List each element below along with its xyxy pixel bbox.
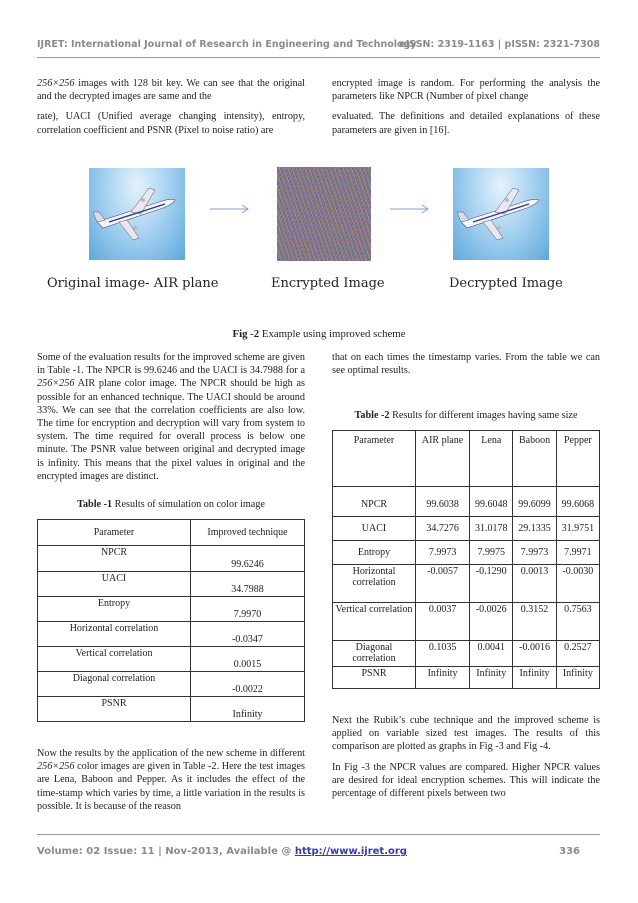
encrypted-image <box>277 167 371 261</box>
table-cell: Infinity <box>513 667 556 689</box>
table-cell: NPCR <box>333 487 416 517</box>
table-cell: 7.9973 <box>513 541 556 565</box>
dimension-text: 256×256 <box>37 761 75 773</box>
table-cell: 29.1335 <box>513 517 556 541</box>
table-cell: NPCR <box>38 546 191 572</box>
table-cell: 99.6068 <box>556 487 599 517</box>
table-row <box>38 697 305 722</box>
table-cell: UACI <box>333 517 416 541</box>
table-cell: -0.0057 <box>416 565 470 603</box>
table-cell: -0.0022 <box>191 672 305 697</box>
table-cell: PSNR <box>38 697 191 722</box>
table-cell: 99.6038 <box>416 487 470 517</box>
table1-label: Table -1 <box>77 499 113 510</box>
table-cell: 0.0041 <box>470 641 513 667</box>
table-cell: Entropy <box>333 541 416 565</box>
table-cell: Horizontal correlation <box>38 622 191 647</box>
table-cell: Entropy <box>38 597 191 622</box>
header-rule <box>37 57 600 58</box>
journal-title: IJRET: International Journal of Research in Engineering and Technology <box>37 39 417 50</box>
airplane-icon <box>453 168 549 260</box>
table-cell: 34.7988 <box>191 572 305 597</box>
original-image <box>89 168 185 260</box>
table-row <box>38 622 305 647</box>
dimension-text: 256×256 <box>37 378 75 390</box>
right-column-text-2 <box>332 714 600 807</box>
page-number: 336 <box>559 846 580 857</box>
table-cell: Infinity <box>470 667 513 689</box>
issn-text: eISSN: 2319-1163 | pISSN: 2321-7308 <box>399 39 600 50</box>
table-cell: PSNR <box>333 667 416 689</box>
table2-caption-text: Results for different images having same size <box>389 410 578 421</box>
right-column-text <box>332 351 600 384</box>
table-header: Parameter <box>38 520 191 546</box>
table-cell: Horizontal correlation <box>333 565 416 603</box>
table1-caption-text: Results of simulation on color image <box>112 499 265 510</box>
table-cell: 31.9751 <box>556 517 599 541</box>
footer-rule <box>37 834 600 835</box>
running-footer <box>37 846 600 857</box>
left-column-text <box>37 351 305 490</box>
table-cell: 99.6048 <box>470 487 513 517</box>
paragraph-text: that on each times the timestamp varies. From the table we can see optimal results. <box>332 352 600 377</box>
table-row <box>38 572 305 597</box>
table-cell: 99.6246 <box>191 546 305 572</box>
table-cell: Vertical correlation <box>333 603 416 641</box>
table2-label: Table -2 <box>354 410 390 421</box>
table-cell: -0.0030 <box>556 565 599 603</box>
table-cell: Diagonal correlation <box>38 672 191 697</box>
table-cell: 0.0037 <box>416 603 470 641</box>
arrow-right-icon <box>389 204 431 214</box>
table-cell: 34.7276 <box>416 517 470 541</box>
top-right-text <box>332 77 600 144</box>
table-cell: 7.9971 <box>556 541 599 565</box>
table-cell: 7.9975 <box>470 541 513 565</box>
table-row <box>333 565 600 603</box>
table-cell: Infinity <box>191 697 305 722</box>
table-cell: 0.0015 <box>191 647 305 672</box>
figure-label: Fig -2 <box>232 328 260 340</box>
table-cell: 0.3152 <box>513 603 556 641</box>
footer-text: Volume: 02 Issue: 11 | Nov-2013, Available @ <box>37 846 295 857</box>
table2-caption <box>332 410 600 421</box>
table-row <box>333 641 600 667</box>
table-cell: UACI <box>38 572 191 597</box>
table-cell: Infinity <box>556 667 599 689</box>
table-row <box>333 487 600 517</box>
table-header: Baboon <box>513 431 556 487</box>
table-cell: Vertical correlation <box>38 647 191 672</box>
paragraph-text: color images are given in Table -2. Here the test images are Lena, Baboon and Pepper. As it includes the effect of the time-stamp which varies by time, a little variation in the results is possible. It is because of the reason <box>37 761 305 812</box>
table-row <box>38 597 305 622</box>
decrypted-image <box>453 168 549 260</box>
figure-caption-text: Example using improved scheme <box>259 328 406 340</box>
table-cell: -0.0026 <box>470 603 513 641</box>
table-cell: -0.1290 <box>470 565 513 603</box>
top-left-text <box>37 77 305 144</box>
table-row <box>333 603 600 641</box>
table-cell: 0.2527 <box>556 641 599 667</box>
paragraph-text: rate), UACI (Unified average changing intensity), entropy, correlation coefficient and PSNR (Pixel to noise ratio) are <box>37 111 305 136</box>
table-cell: 99.6099 <box>513 487 556 517</box>
left-column-text-2 <box>37 747 305 820</box>
table-2 <box>332 430 600 689</box>
table-cell: -0.0016 <box>513 641 556 667</box>
table-row <box>333 517 600 541</box>
paragraph-text: Next the Rubik’s cube technique and the improved scheme is applied on variable sized test images. The results of this comparison are plotted as graphs in Fig -3 and Fig -4. <box>332 715 600 753</box>
figure-caption <box>0 328 638 340</box>
table-cell: 7.9970 <box>191 597 305 622</box>
table-row <box>333 541 600 565</box>
caption-encrypted: Encrypted Image <box>271 276 385 291</box>
table-cell: 0.1035 <box>416 641 470 667</box>
journal-link[interactable]: http://www.ijret.org <box>294 846 407 857</box>
table-cell: -0.0347 <box>191 622 305 647</box>
table-cell: Diagonal correlation <box>333 641 416 667</box>
paragraph-text: AIR plane color image. The NPCR should be high as possible for an enhanced technique. The UACI should be around 33%. We can see that the correlation coefficients are also low. The time for encryption and decryption will vary from system to system. The time required for overall process is below one minute. The PSNR value between original and decrypted image is infinity. This means that the pixel values in original and the encrypted images are distinct. <box>37 378 305 482</box>
paragraph-text: encrypted image is random. For performing the analysis the parameters like NPCR (Number of pixel change <box>332 78 600 103</box>
paragraph-text: images with 128 bit key. We can see that the original and the decrypted images are same and the <box>37 78 305 103</box>
paragraph-text: evaluated. The definitions and detailed explanations of these parameters are given in [16]. <box>332 111 600 136</box>
paragraph-text: Some of the evaluation results for the improved scheme are given in Table -1. The NPCR is 99.6246 and the UACI is 34.7988 for a <box>37 352 305 377</box>
table-cell: 7.9973 <box>416 541 470 565</box>
dimension-text: 256×256 <box>37 78 75 89</box>
caption-original: Original image- AIR plane <box>47 276 219 291</box>
table1-caption <box>37 499 305 510</box>
table-header: Parameter <box>333 431 416 487</box>
table-row <box>38 546 305 572</box>
table-header: Lena <box>470 431 513 487</box>
figure-2 <box>37 160 600 300</box>
table-cell: 0.0013 <box>513 565 556 603</box>
paragraph-text: In Fig -3 the NPCR values are compared. Higher NPCR values are desired for ideal encryption schemes. This will indicate the percentage of different pixels between two <box>332 761 600 800</box>
table-header: Pepper <box>556 431 599 487</box>
table-header: Improved technique <box>191 520 305 546</box>
table-row <box>333 667 600 689</box>
airplane-icon <box>89 168 185 260</box>
caption-decrypted: Decrypted Image <box>449 276 563 291</box>
paragraph-text: Now the results by the application of the new scheme in different <box>37 748 305 759</box>
table-cell: 0.7563 <box>556 603 599 641</box>
arrow-right-icon <box>209 204 251 214</box>
table-row <box>38 672 305 697</box>
table-cell: Infinity <box>416 667 470 689</box>
table-1 <box>37 519 305 722</box>
table-row <box>38 647 305 672</box>
table-header: AIR plane <box>416 431 470 487</box>
table-cell: 31.0178 <box>470 517 513 541</box>
